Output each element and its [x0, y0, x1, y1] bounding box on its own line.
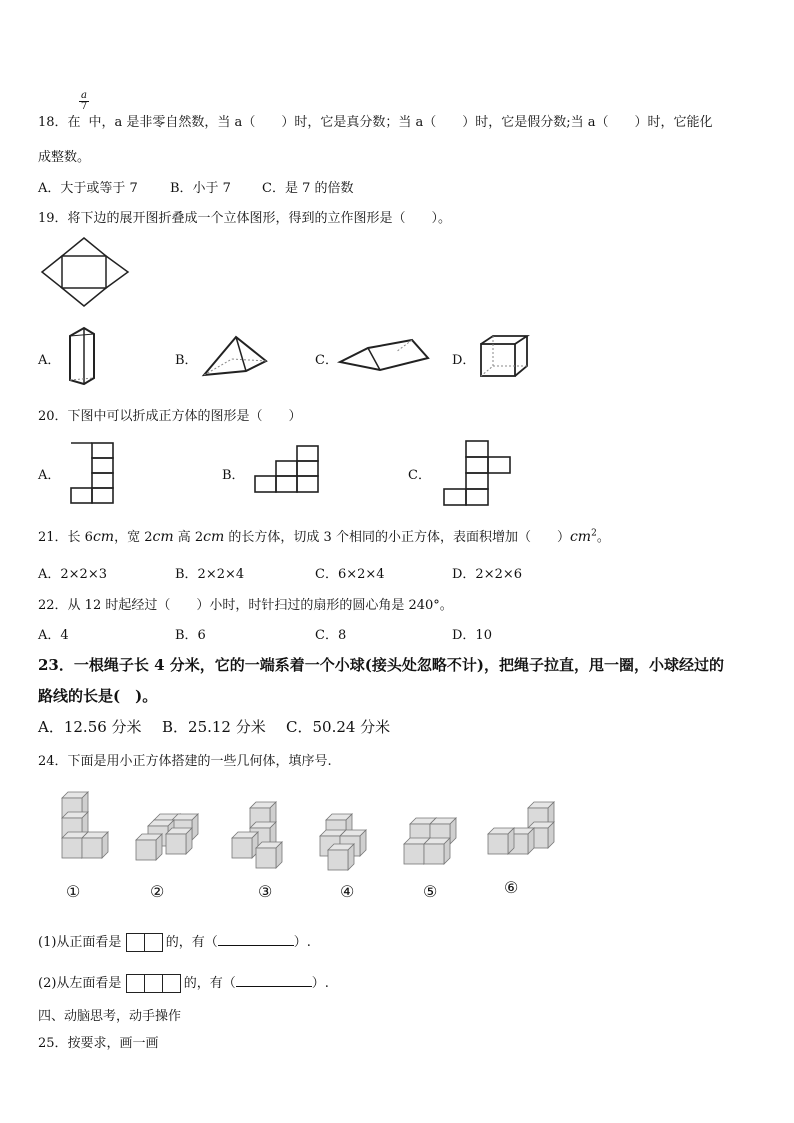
q23-line2: 路线的长是( )。: [38, 687, 158, 705]
fraction-a-over-7: [79, 91, 89, 112]
q19-pyramid-b[interactable]: [202, 333, 268, 379]
q18-option-b[interactable]: B．小于 7: [170, 181, 231, 196]
figure-1: [62, 792, 108, 858]
q18-option-c[interactable]: C．是 7 的倍数: [262, 181, 354, 196]
q21-option-b[interactable]: B．2×2×4: [175, 567, 245, 582]
q19-prism-a[interactable]: [66, 326, 100, 386]
q22-text: 22．从 12 时起经过（ ）小时，时针扫过的扇形的圆心角是 240°。: [38, 598, 453, 613]
q21-text: [38, 526, 610, 545]
q20-net-a[interactable]: [70, 441, 116, 505]
left-view-three-squares-icon: [126, 974, 180, 993]
q24-sub2-prefix: (2)从左面看是: [38, 976, 122, 991]
q19-triangular-prism-c[interactable]: [338, 338, 430, 372]
figure-label-5: ⑤: [423, 882, 438, 901]
q25-text: 25．按要求，画一画: [38, 1036, 159, 1051]
q20-option-a[interactable]: A．: [38, 468, 61, 483]
q24-text: 24．下面是用小正方体搭建的一些几何体，填序号.: [38, 754, 332, 769]
q19-option-b[interactable]: B．: [175, 353, 198, 368]
q21-part-b: ，宽 2: [114, 530, 153, 545]
unit-cm-sq: cm: [569, 529, 592, 545]
unit-cm-1: cm: [92, 529, 115, 545]
front-view-two-squares-icon: [126, 933, 162, 952]
figure-6: [488, 802, 554, 854]
q20-text: 20．下图中可以折成正方体的图形是（ ）: [38, 409, 302, 424]
q20-option-c[interactable]: C．: [408, 468, 431, 483]
q23-option-a[interactable]: A．12.56 分米: [38, 718, 142, 736]
q24-sub1: [38, 931, 311, 952]
unit-square-exponent: 2: [591, 528, 597, 539]
q20-net-c[interactable]: [442, 439, 512, 507]
q23-option-c[interactable]: C．50.24 分米: [286, 718, 391, 736]
q19-option-c[interactable]: C．: [315, 353, 338, 368]
q21-option-d[interactable]: D．2×2×6: [452, 567, 523, 582]
q21-part-c: 高 2: [173, 530, 204, 545]
q24-sub2-end: ）.: [311, 976, 329, 991]
q20-option-b[interactable]: B．: [222, 468, 245, 483]
q18-rest: 中，a 是非零自然数，当 a（ ）时，它是真分数；当 a（ ）时，它是假分数;当 a（ ）时，它能化: [88, 115, 713, 130]
unit-cm-3: cm: [203, 529, 225, 545]
section-4-heading: 四、动脑思考，动手操作: [38, 1009, 182, 1024]
q24-cube-figures: [36, 784, 566, 884]
q21-option-a[interactable]: A．2×2×3: [38, 567, 107, 582]
q19-net-figure: [40, 236, 140, 308]
q24-sub1-suffix: 的，有（: [165, 935, 218, 950]
q21-option-c[interactable]: C．6×2×4: [315, 567, 385, 582]
q23-option-b[interactable]: B．25.12 分米: [162, 718, 266, 736]
q22-option-b[interactable]: B．6: [175, 628, 206, 643]
figure-2: [136, 814, 198, 860]
q20-net-b[interactable]: [253, 445, 321, 495]
q21-end: 。: [596, 530, 610, 545]
q22-option-d[interactable]: D．10: [452, 628, 492, 643]
figure-label-1: ①: [66, 882, 81, 901]
figure-5: [404, 818, 456, 864]
q24-sub1-end: ）.: [293, 935, 311, 950]
q24-sub1-answer-blank[interactable]: [218, 933, 294, 946]
unit-cm-2: cm: [152, 529, 174, 545]
q18-option-a[interactable]: A．大于或等于 7: [38, 181, 138, 196]
q21-part-a: 21．长 6: [38, 530, 93, 545]
q18-line1: [38, 111, 712, 130]
fraction-numerator: a: [81, 90, 87, 101]
q24-sub2-suffix: 的，有（: [183, 976, 236, 991]
q19-cube-d[interactable]: [479, 334, 529, 378]
q19-text: 19．将下边的展开图折叠成一个立体图形，得到的立作图形是（ ）。: [38, 211, 452, 226]
figure-3: [232, 802, 282, 868]
q18-prefix: 18．在: [38, 115, 81, 130]
fraction-denominator: 7: [80, 101, 88, 112]
q18-line2: 成整数。: [38, 150, 91, 165]
q23-line1: 23．一根绳子长 4 分米，它的一端系着一个小球(接头处忽略不计)，把绳子拉直，甩一圈，小球经过的: [38, 656, 724, 674]
q21-part-d: 的长方体，切成 3 个相同的小正方体，表面积增加（ ）: [224, 530, 570, 545]
q24-sub1-prefix: (1)从正面看是: [38, 935, 122, 950]
figure-label-2: ②: [150, 882, 165, 901]
figure-label-3: ③: [258, 882, 273, 901]
q24-sub2-answer-blank[interactable]: [236, 974, 312, 987]
q19-option-a[interactable]: A．: [38, 353, 61, 368]
figure-label-6: ⑥: [504, 878, 519, 897]
q22-option-a[interactable]: A．4: [38, 628, 69, 643]
figure-4: [320, 814, 366, 870]
q24-sub2: [38, 972, 329, 993]
figure-label-4: ④: [340, 882, 355, 901]
q22-option-c[interactable]: C．8: [315, 628, 347, 643]
q19-option-d[interactable]: D．: [452, 353, 476, 368]
